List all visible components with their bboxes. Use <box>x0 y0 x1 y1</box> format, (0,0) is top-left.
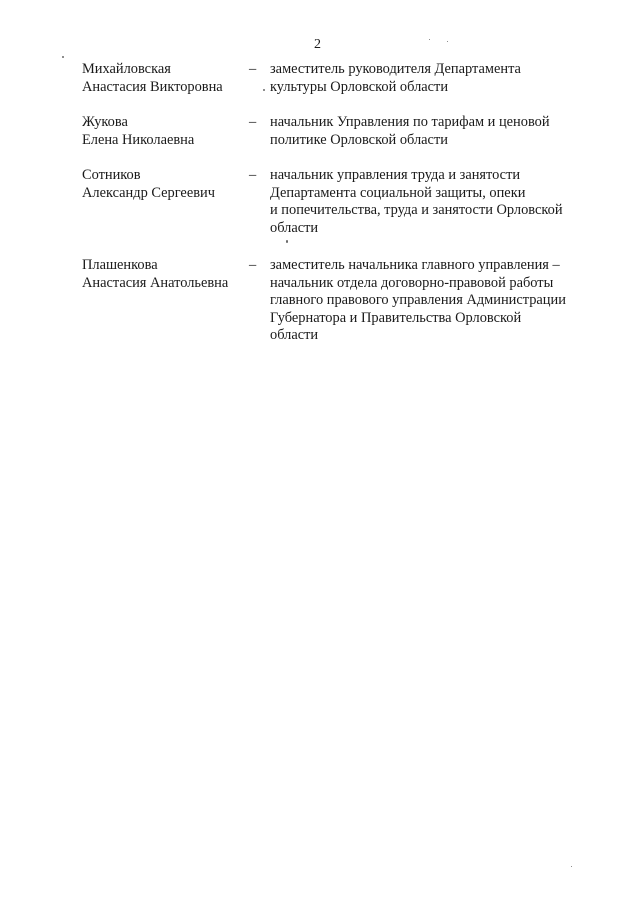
role-line: политике Орловской области <box>270 131 448 148</box>
member-name <box>82 257 252 292</box>
member-dash: – <box>249 114 257 130</box>
member-dash: – <box>249 167 257 183</box>
member-given-names: Елена Николаевна <box>82 131 195 148</box>
member-surname: Плашенкова <box>82 257 158 273</box>
role-line: Департамента социальной защиты, опеки <box>270 184 526 201</box>
scan-speck <box>286 240 288 243</box>
scan-speck <box>571 866 572 867</box>
member-list <box>82 61 592 345</box>
member-entry <box>82 61 592 96</box>
member-given-names: Анастасия Анатольевна <box>82 274 229 291</box>
role-line: начальник Управления по тарифам и ценовой <box>270 114 550 130</box>
role-line: начальник управления труда и занятости <box>270 167 521 183</box>
role-line: заместитель руководителя Департамента <box>270 61 521 77</box>
member-role <box>270 167 592 237</box>
member-given-names: Анастасия Викторовна <box>82 78 223 95</box>
member-dash: – <box>249 257 257 273</box>
role-line: культуры Орловской области <box>270 78 449 95</box>
scan-speck <box>62 56 64 58</box>
member-dash: – <box>249 61 257 77</box>
member-entry <box>82 114 592 149</box>
member-role <box>270 61 592 96</box>
member-name <box>82 114 252 149</box>
role-line: и попечительства, труда и занятости Орловской <box>270 202 563 218</box>
scan-speck <box>447 41 448 42</box>
member-role <box>270 257 592 345</box>
member-surname: Сотников <box>82 167 141 183</box>
scan-speck <box>263 89 265 91</box>
member-surname: Жукова <box>82 114 128 130</box>
member-name <box>82 167 252 202</box>
role-line: заместитель начальника главного управления – <box>270 257 560 273</box>
role-line: области <box>270 327 319 343</box>
role-line: главного правового управления Администрации <box>270 292 566 308</box>
member-given-names: Александр Сергеевич <box>82 184 215 201</box>
role-line: области <box>270 219 319 236</box>
member-entry <box>82 257 592 345</box>
scan-speck <box>429 39 430 40</box>
page-number: 2 <box>314 37 321 52</box>
member-entry <box>82 167 592 237</box>
member-name <box>82 61 252 96</box>
member-surname: Михайловская <box>82 61 171 77</box>
member-role <box>270 114 592 149</box>
role-line: начальник отдела договорно-правовой работы <box>270 274 554 291</box>
role-line: Губернатора и Правительства Орловской <box>270 309 522 326</box>
